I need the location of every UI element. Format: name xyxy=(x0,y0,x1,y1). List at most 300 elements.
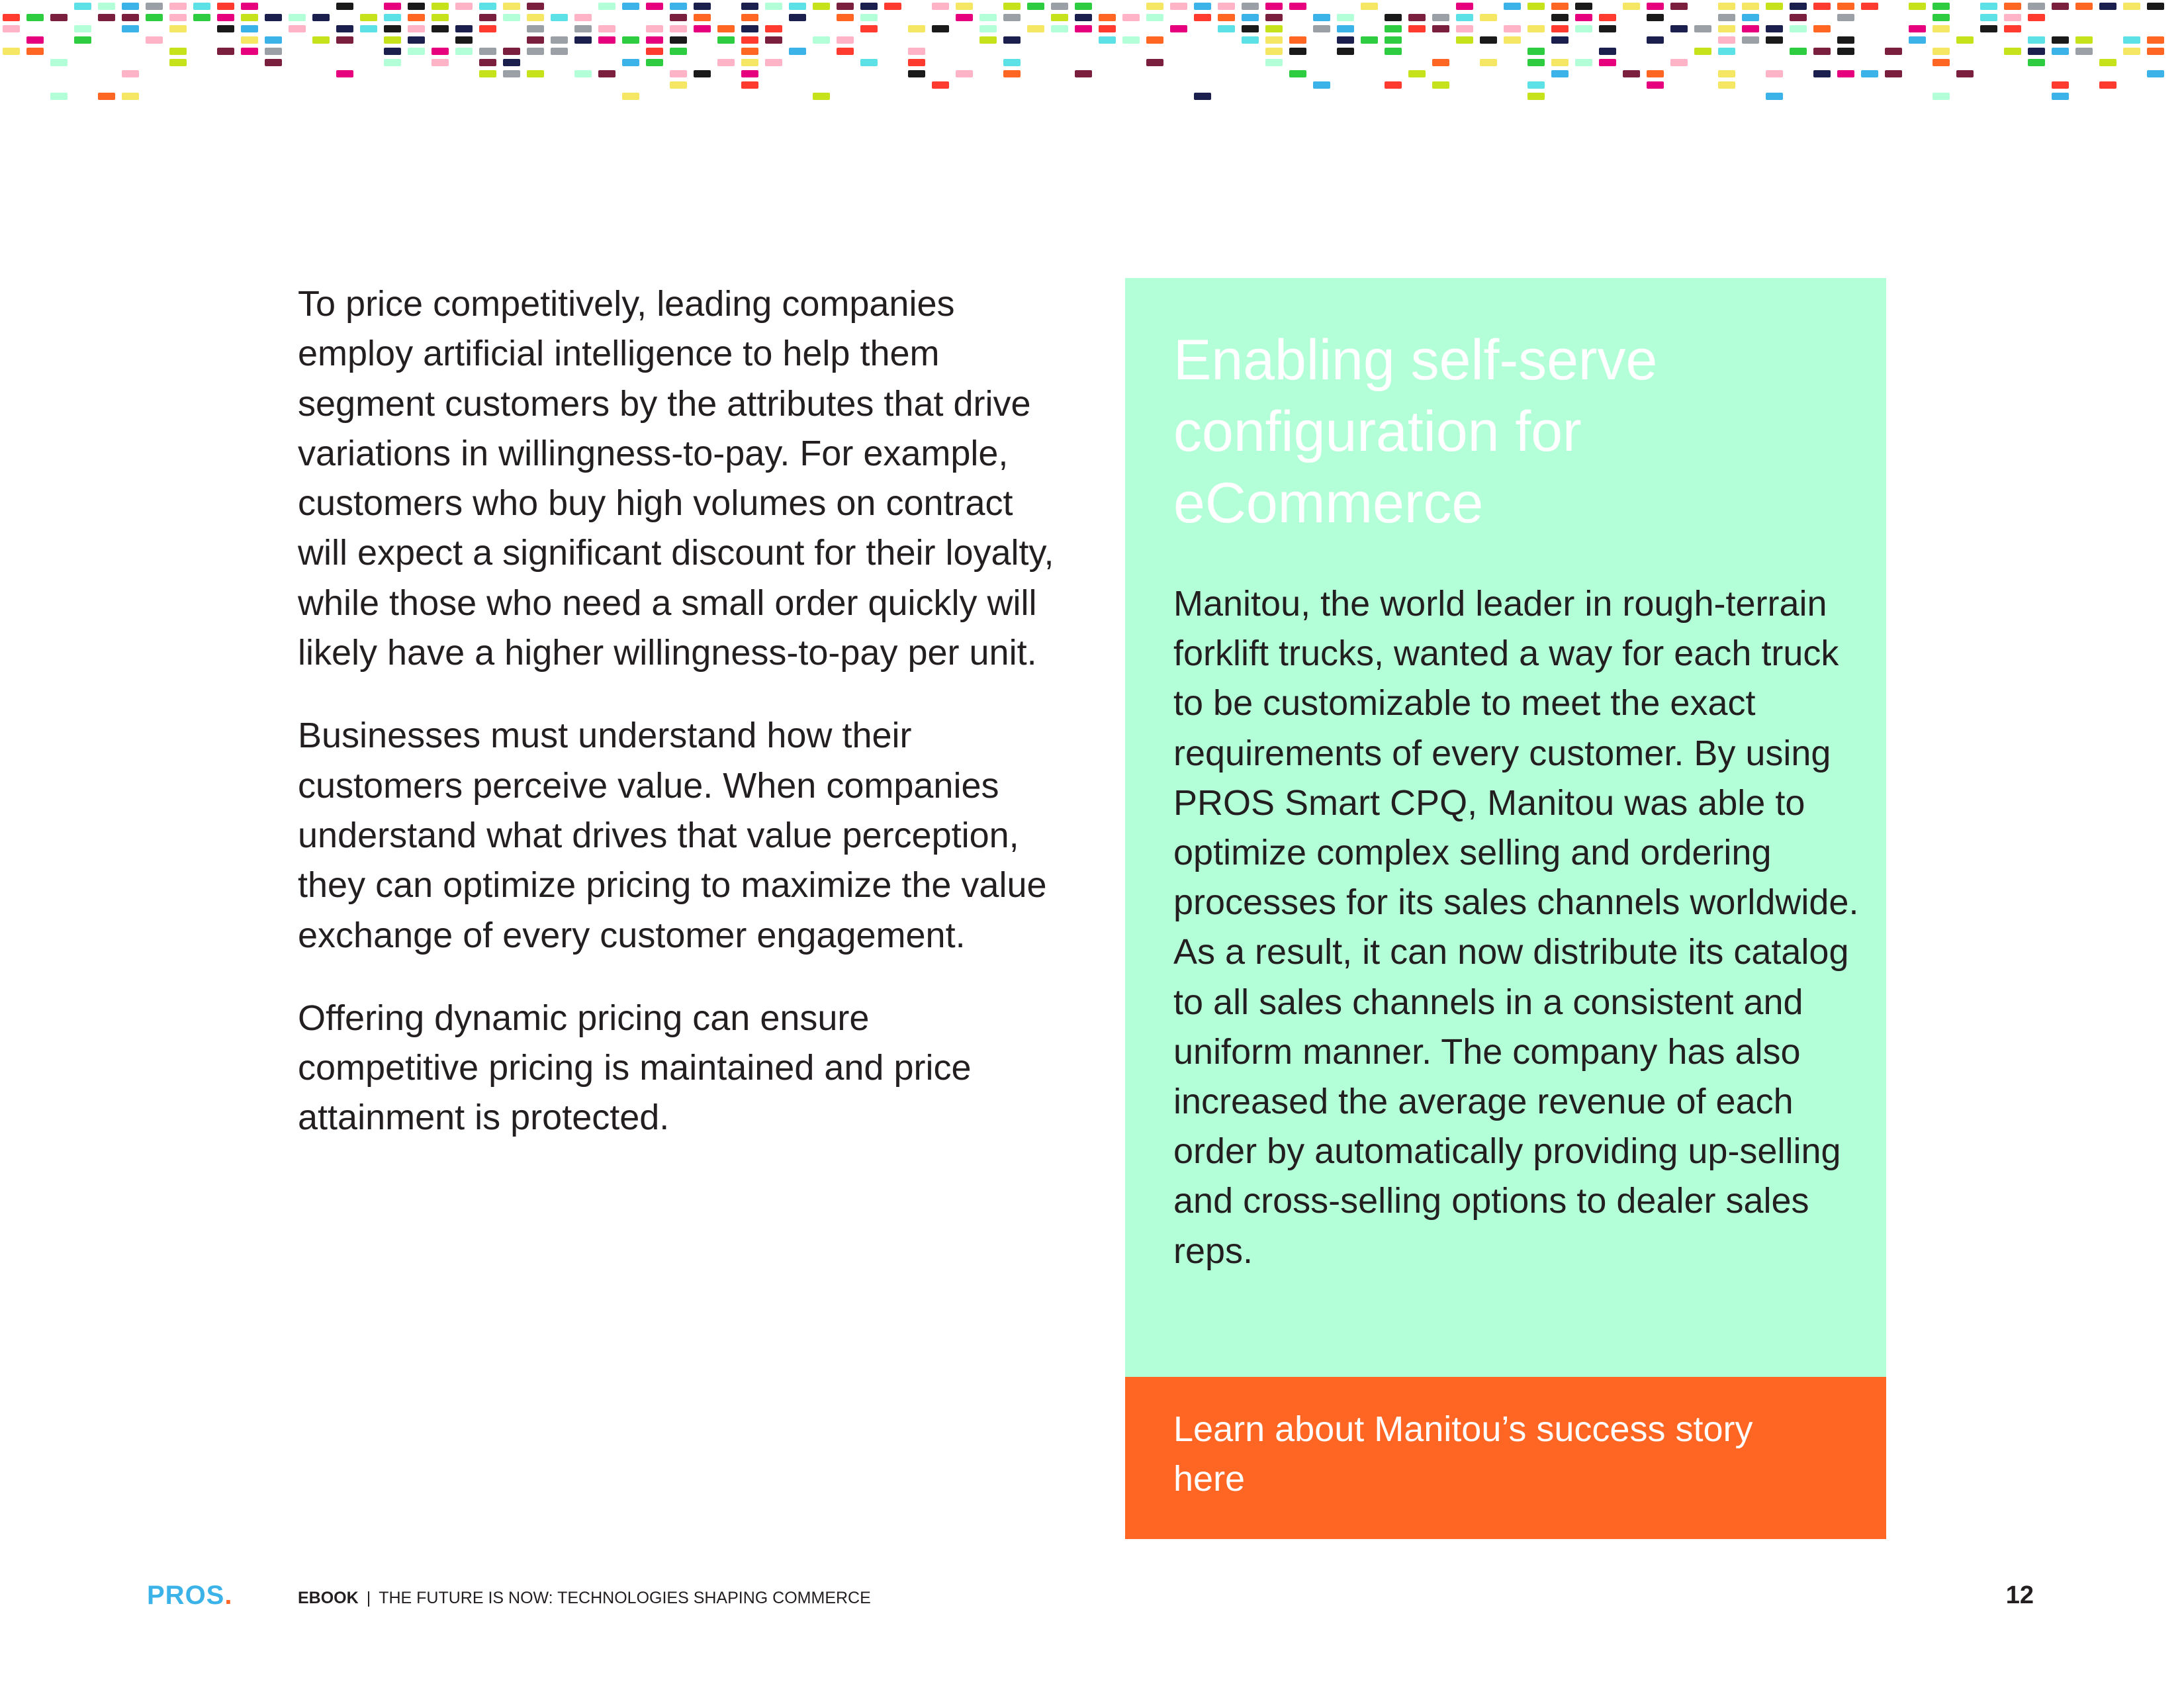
decorative-dash xyxy=(1694,25,1711,32)
decorative-dash xyxy=(1099,25,1116,32)
decorative-dash xyxy=(717,36,735,44)
decorative-dash xyxy=(527,25,544,32)
decorative-dash xyxy=(765,3,782,10)
decorative-dash xyxy=(1956,70,1974,77)
decorative-dash xyxy=(741,70,758,77)
decorative-dash xyxy=(1933,14,1950,21)
decorative-dash xyxy=(979,14,997,21)
decorative-dash xyxy=(1337,14,1354,21)
decorative-dash xyxy=(336,70,353,77)
decorative-dash xyxy=(551,14,568,21)
decorative-dash xyxy=(26,14,44,21)
decorative-dash xyxy=(908,59,925,66)
decorative-dash xyxy=(122,25,139,32)
decorative-dash xyxy=(598,70,615,77)
decorative-dash xyxy=(1408,70,1426,77)
footer-ebook-title: THE FUTURE IS NOW: TECHNOLOGIES SHAPING COMMERCE xyxy=(379,1589,871,1607)
decorative-dash xyxy=(1766,36,1783,44)
decorative-dash xyxy=(1456,36,1473,44)
decorative-dash xyxy=(837,14,854,21)
decorative-dash xyxy=(979,25,997,32)
decorative-dash xyxy=(217,14,234,21)
decorative-dash xyxy=(717,25,735,32)
decorative-dash xyxy=(2004,3,2021,10)
decorative-dash xyxy=(2004,48,2021,55)
decorative-dash xyxy=(622,3,639,10)
decorative-dash xyxy=(574,36,592,44)
decorative-dash xyxy=(265,59,282,66)
decorative-dash xyxy=(193,3,210,10)
decorative-dash xyxy=(646,25,663,32)
decorative-dash xyxy=(26,36,44,44)
decorative-dash xyxy=(1194,3,1211,10)
decorative-dash xyxy=(408,36,425,44)
decorative-dash xyxy=(1146,36,1163,44)
decorative-dash xyxy=(1575,3,1592,10)
decorative-dash xyxy=(1718,25,1735,32)
decorative-dash xyxy=(1289,48,1306,55)
decorative-dash xyxy=(860,3,878,10)
decorative-dash xyxy=(932,25,949,32)
decorative-dash xyxy=(2099,3,2116,10)
decorative-dash xyxy=(837,3,854,10)
decorative-dash xyxy=(1385,25,1402,32)
decorative-dash xyxy=(956,70,973,77)
decorative-dash xyxy=(1456,14,1473,21)
decorative-dash xyxy=(2147,48,2164,55)
decorative-dash xyxy=(26,48,44,55)
decorative-dash xyxy=(1051,25,1068,32)
decorative-dash xyxy=(741,3,758,10)
decorative-dash xyxy=(2147,36,2164,44)
decorative-dash xyxy=(503,3,520,10)
decorative-dash xyxy=(1766,93,1783,100)
decorative-dash xyxy=(813,36,830,44)
decorative-dash xyxy=(1980,25,1997,32)
decorative-dash xyxy=(1480,36,1497,44)
decorative-dash xyxy=(1551,14,1569,21)
decorative-dash xyxy=(1742,25,1759,32)
decorative-dash xyxy=(1766,3,1783,10)
decorative-dash xyxy=(694,3,711,10)
decorative-dash xyxy=(670,70,687,77)
decorative-dash xyxy=(1146,14,1163,21)
decorative-dash xyxy=(908,25,925,32)
decorative-dash xyxy=(241,14,258,21)
decorative-dash xyxy=(813,93,830,100)
decorative-dash xyxy=(1861,3,1878,10)
decorative-dash xyxy=(860,59,878,66)
footer-title xyxy=(298,1589,871,1608)
decorative-dash xyxy=(670,36,687,44)
decorative-dash xyxy=(122,70,139,77)
decorative-dash xyxy=(1313,81,1330,89)
decorative-dash xyxy=(2004,25,2021,32)
decorative-dash xyxy=(1432,25,1449,32)
decorative-dash xyxy=(1265,36,1283,44)
decorative-dash xyxy=(694,25,711,32)
decorative-dash xyxy=(1218,25,1235,32)
pros-logo-dot: . xyxy=(224,1581,233,1610)
decorative-dash xyxy=(74,25,91,32)
decorative-dash xyxy=(2052,3,2069,10)
decorative-dash xyxy=(1122,36,1140,44)
decorative-dash xyxy=(1313,14,1330,21)
decorative-dash xyxy=(241,48,258,55)
decorative-dash xyxy=(2028,48,2045,55)
decorative-dash xyxy=(932,3,949,10)
decorative-dash xyxy=(1242,14,1259,21)
decorative-dash xyxy=(384,48,401,55)
decorative-dash xyxy=(479,25,496,32)
decorative-dash xyxy=(1337,36,1354,44)
decorative-dash xyxy=(956,14,973,21)
decorative-dash xyxy=(1218,3,1235,10)
decorative-dash xyxy=(1337,25,1354,32)
decorative-dash xyxy=(432,59,449,66)
decorative-dash xyxy=(2075,3,2093,10)
decorative-dash xyxy=(1766,70,1783,77)
decorative-dash xyxy=(1051,14,1068,21)
decorative-dash xyxy=(1647,70,1664,77)
decorative-dash xyxy=(1432,14,1449,21)
decorative-dash xyxy=(2028,3,2045,10)
decorative-dash xyxy=(1933,25,1950,32)
decorative-dash xyxy=(3,48,20,55)
decorative-dash xyxy=(1909,3,1926,10)
decorative-dash xyxy=(1670,3,1688,10)
decorative-dash xyxy=(979,36,997,44)
decorative-dash xyxy=(765,25,782,32)
decorative-dash xyxy=(503,14,520,21)
pros-logo-text: PROS xyxy=(147,1581,225,1610)
decorative-dash xyxy=(455,36,473,44)
decorative-dash xyxy=(1694,48,1711,55)
decorative-dash xyxy=(2028,59,2045,66)
paragraph-ai-segmentation: To price competitively, leading companies employ artificial intelligence to help them segment customers by the attributes that drive variations in willingness-to-pay. For example, customers who buy high volumes on contract will expect a significant discount for their loyalty, while those who need a small order quickly will likely have a higher willingness-to-pay per unit. xyxy=(298,284,1054,673)
decorative-dash xyxy=(289,25,306,32)
decorative-dash xyxy=(2099,81,2116,89)
decorative-dash xyxy=(622,36,639,44)
decorative-dash xyxy=(1718,3,1735,10)
decorative-dash xyxy=(1647,14,1664,21)
decorative-dash xyxy=(1909,36,1926,44)
decorative-dash xyxy=(2123,3,2140,10)
decorative-dash xyxy=(3,14,20,21)
decorative-dash xyxy=(1003,3,1021,10)
decorative-dash xyxy=(646,48,663,55)
decorative-dash xyxy=(1361,36,1378,44)
decorative-dash xyxy=(1075,25,1092,32)
decorative-dash xyxy=(2028,14,2045,21)
decorative-dash xyxy=(1599,25,1616,32)
decorative-dash xyxy=(1527,93,1545,100)
decorative-dash xyxy=(1551,25,1569,32)
decorative-dash xyxy=(432,48,449,55)
decorative-dash xyxy=(432,3,449,10)
decorative-dash xyxy=(169,14,187,21)
decorative-dash xyxy=(169,3,187,10)
decorative-dash xyxy=(1051,3,1068,10)
decorative-dash xyxy=(1861,70,1878,77)
decorative-dash xyxy=(1790,14,1807,21)
decorative-dash xyxy=(2075,36,2093,44)
decorative-dash xyxy=(503,70,520,77)
decorative-dash xyxy=(2075,48,2093,55)
decorative-dash xyxy=(1742,36,1759,44)
decorative-dash xyxy=(2052,36,2069,44)
decorative-dash xyxy=(1718,81,1735,89)
decorative-dash xyxy=(122,14,139,21)
decorative-dash xyxy=(1527,59,1545,66)
case-study-title: Enabling self-serve configuration for eCommerce xyxy=(1173,328,1658,535)
decorative-dash xyxy=(1504,25,1521,32)
decorative-dash xyxy=(1790,25,1807,32)
decorative-dash xyxy=(1575,14,1592,21)
success-story-link[interactable]: Learn about Manitou’s success story here xyxy=(1173,1409,1753,1499)
decorative-dash xyxy=(598,3,615,10)
decorative-dash xyxy=(1122,14,1140,21)
decorative-dash xyxy=(860,25,878,32)
decorative-dash xyxy=(1265,25,1283,32)
decorative-dash xyxy=(1956,36,1974,44)
decorative-dash xyxy=(241,36,258,44)
decorative-dash xyxy=(384,14,401,21)
decorative-dash xyxy=(551,48,568,55)
decorative-dash xyxy=(479,70,496,77)
decorative-dash xyxy=(455,48,473,55)
decorative-dash xyxy=(2052,93,2069,100)
decorative-dash xyxy=(1718,14,1735,21)
decorative-dash xyxy=(98,14,115,21)
decorative-dash xyxy=(1647,81,1664,89)
decorative-dash xyxy=(717,59,735,66)
decorative-dash xyxy=(1504,3,1521,10)
decorative-dash xyxy=(265,36,282,44)
decorative-dash xyxy=(455,3,473,10)
decorative-dash xyxy=(1265,48,1283,55)
decorative-dash xyxy=(1813,25,1831,32)
decorative-dash xyxy=(360,14,377,21)
decorative-dash xyxy=(527,70,544,77)
decorative-dash xyxy=(1099,36,1116,44)
decorative-dash xyxy=(1742,3,1759,10)
decorative-dash xyxy=(1003,59,1021,66)
decorative-dash xyxy=(217,25,234,32)
decorative-dash xyxy=(1837,3,1854,10)
decorative-dash xyxy=(1837,70,1854,77)
decorative-dash xyxy=(1003,70,1021,77)
decorative-dash xyxy=(384,59,401,66)
decorative-dash xyxy=(503,48,520,55)
decorative-dash xyxy=(1813,48,1831,55)
decorative-dash xyxy=(1432,81,1449,89)
decorative-dash xyxy=(1265,14,1283,21)
decorative-dash xyxy=(2123,36,2140,44)
decorative-dash xyxy=(694,14,711,21)
decorative-dash xyxy=(1480,14,1497,21)
paragraph-value-perception: Businesses must understand how their customers perceive value. When companies understand what drives that value perception, they can optimize pricing to maximize the value exchange of every customer engagement. xyxy=(298,716,1047,955)
decorative-dash xyxy=(1885,70,1902,77)
decorative-dash xyxy=(50,93,68,100)
decorative-dash xyxy=(527,36,544,44)
decorative-dash xyxy=(2099,59,2116,66)
decorative-dash xyxy=(1385,48,1402,55)
decorative-dash xyxy=(1289,70,1306,77)
decorative-dash xyxy=(2147,3,2164,10)
decorative-dash xyxy=(408,25,425,32)
decorative-dash xyxy=(1265,59,1283,66)
decorative-dash xyxy=(837,36,854,44)
decorative-dash xyxy=(813,3,830,10)
decorative-dash xyxy=(1980,3,1997,10)
decorative-dash xyxy=(217,3,234,10)
decorative-dash xyxy=(1218,14,1235,21)
decorative-dash xyxy=(765,59,782,66)
decorative-dash xyxy=(1575,25,1592,32)
decorative-dash xyxy=(1504,36,1521,44)
case-study-box xyxy=(1125,278,1886,1377)
decorative-dash xyxy=(1313,25,1330,32)
decorative-dash xyxy=(1670,25,1688,32)
decorative-dash xyxy=(1432,59,1449,66)
decorative-dash xyxy=(741,14,758,21)
decorative-dash xyxy=(1551,3,1569,10)
decorative-dash xyxy=(1194,14,1211,21)
decorative-dash xyxy=(1385,14,1402,21)
decorative-dash xyxy=(527,14,544,21)
decorative-dash xyxy=(789,48,806,55)
decorative-dash xyxy=(169,59,187,66)
decorative-dash xyxy=(265,14,282,21)
decorative-dash xyxy=(1718,48,1735,55)
decorative-dash xyxy=(146,36,163,44)
decorative-dash xyxy=(193,14,210,21)
decorative-dash xyxy=(1003,36,1021,44)
decorative-dash xyxy=(1718,36,1735,44)
decorative-dash xyxy=(1361,3,1378,10)
decorative-dash xyxy=(574,25,592,32)
decorative-dash xyxy=(360,25,377,32)
decorative-dash xyxy=(1742,14,1759,21)
page-number: 12 xyxy=(2005,1581,2034,1609)
decorative-dash xyxy=(384,3,401,10)
decorative-dash xyxy=(1337,48,1354,55)
decorative-dash xyxy=(1551,70,1569,77)
decorative-dash xyxy=(1623,70,1640,77)
decorative-dash xyxy=(1551,59,1569,66)
decorative-dash xyxy=(622,59,639,66)
decorative-dash xyxy=(1718,70,1735,77)
decorative-dash xyxy=(884,3,901,10)
decorative-dash xyxy=(312,36,330,44)
decorative-dash xyxy=(1075,70,1092,77)
decorative-dash xyxy=(1885,48,1902,55)
decorative-dash xyxy=(241,3,258,10)
decorative-dash xyxy=(1599,48,1616,55)
decorative-dash xyxy=(1527,25,1545,32)
decorative-dash xyxy=(408,3,425,10)
decorative-dash xyxy=(1813,3,1831,10)
decorative-dash xyxy=(908,70,925,77)
decorative-dash xyxy=(1623,3,1640,10)
decorative-dash xyxy=(1242,3,1259,10)
decorative-dash xyxy=(336,36,353,44)
decorative-dash-pattern xyxy=(0,0,2184,113)
decorative-dash xyxy=(74,3,91,10)
decorative-dash xyxy=(1933,93,1950,100)
decorative-dash xyxy=(1265,3,1283,10)
decorative-dash xyxy=(670,14,687,21)
decorative-dash xyxy=(598,36,615,44)
decorative-dash xyxy=(956,3,973,10)
decorative-dash xyxy=(1933,3,1950,10)
decorative-dash xyxy=(2004,14,2021,21)
decorative-dash xyxy=(1480,59,1497,66)
decorative-dash xyxy=(1408,25,1426,32)
decorative-dash xyxy=(1837,48,1854,55)
decorative-dash xyxy=(169,48,187,55)
decorative-dash xyxy=(527,48,544,55)
decorative-dash xyxy=(2123,48,2140,55)
decorative-dash xyxy=(1170,25,1187,32)
decorative-dash xyxy=(146,3,163,10)
success-story-banner[interactable] xyxy=(1125,1377,1886,1539)
decorative-dash xyxy=(1647,3,1664,10)
decorative-dash xyxy=(289,14,306,21)
decorative-dash xyxy=(741,25,758,32)
decorative-dash xyxy=(479,59,496,66)
decorative-dash xyxy=(741,48,758,55)
decorative-dash xyxy=(646,59,663,66)
decorative-dash xyxy=(74,36,91,44)
decorative-dash xyxy=(1670,59,1688,66)
decorative-dash xyxy=(217,48,234,55)
decorative-dash xyxy=(2028,36,2045,44)
decorative-dash xyxy=(50,59,68,66)
decorative-dash xyxy=(122,93,139,100)
decorative-dash xyxy=(1027,25,1044,32)
decorative-dash xyxy=(479,3,496,10)
decorative-dash xyxy=(312,14,330,21)
decorative-dash xyxy=(1242,25,1259,32)
decorative-dash xyxy=(2052,48,2069,55)
decorative-dash xyxy=(1385,36,1402,44)
body-text-column xyxy=(298,279,1059,1176)
decorative-dash xyxy=(1075,3,1092,10)
decorative-dash xyxy=(1146,3,1163,10)
decorative-dash xyxy=(789,3,806,10)
decorative-dash xyxy=(3,25,20,32)
decorative-dash xyxy=(527,3,544,10)
decorative-dash xyxy=(455,25,473,32)
decorative-dash xyxy=(384,36,401,44)
decorative-dash xyxy=(50,14,68,21)
decorative-dash xyxy=(2052,81,2069,89)
decorative-dash xyxy=(1909,25,1926,32)
decorative-dash xyxy=(384,25,401,32)
decorative-dash xyxy=(670,81,687,89)
decorative-dash xyxy=(1837,36,1854,44)
decorative-dash xyxy=(432,14,449,21)
decorative-dash xyxy=(1599,14,1616,21)
decorative-dash xyxy=(1289,3,1306,10)
decorative-dash xyxy=(146,14,163,21)
decorative-dash xyxy=(574,14,592,21)
decorative-dash xyxy=(598,25,615,32)
decorative-dash xyxy=(1385,81,1402,89)
decorative-dash xyxy=(908,48,925,55)
